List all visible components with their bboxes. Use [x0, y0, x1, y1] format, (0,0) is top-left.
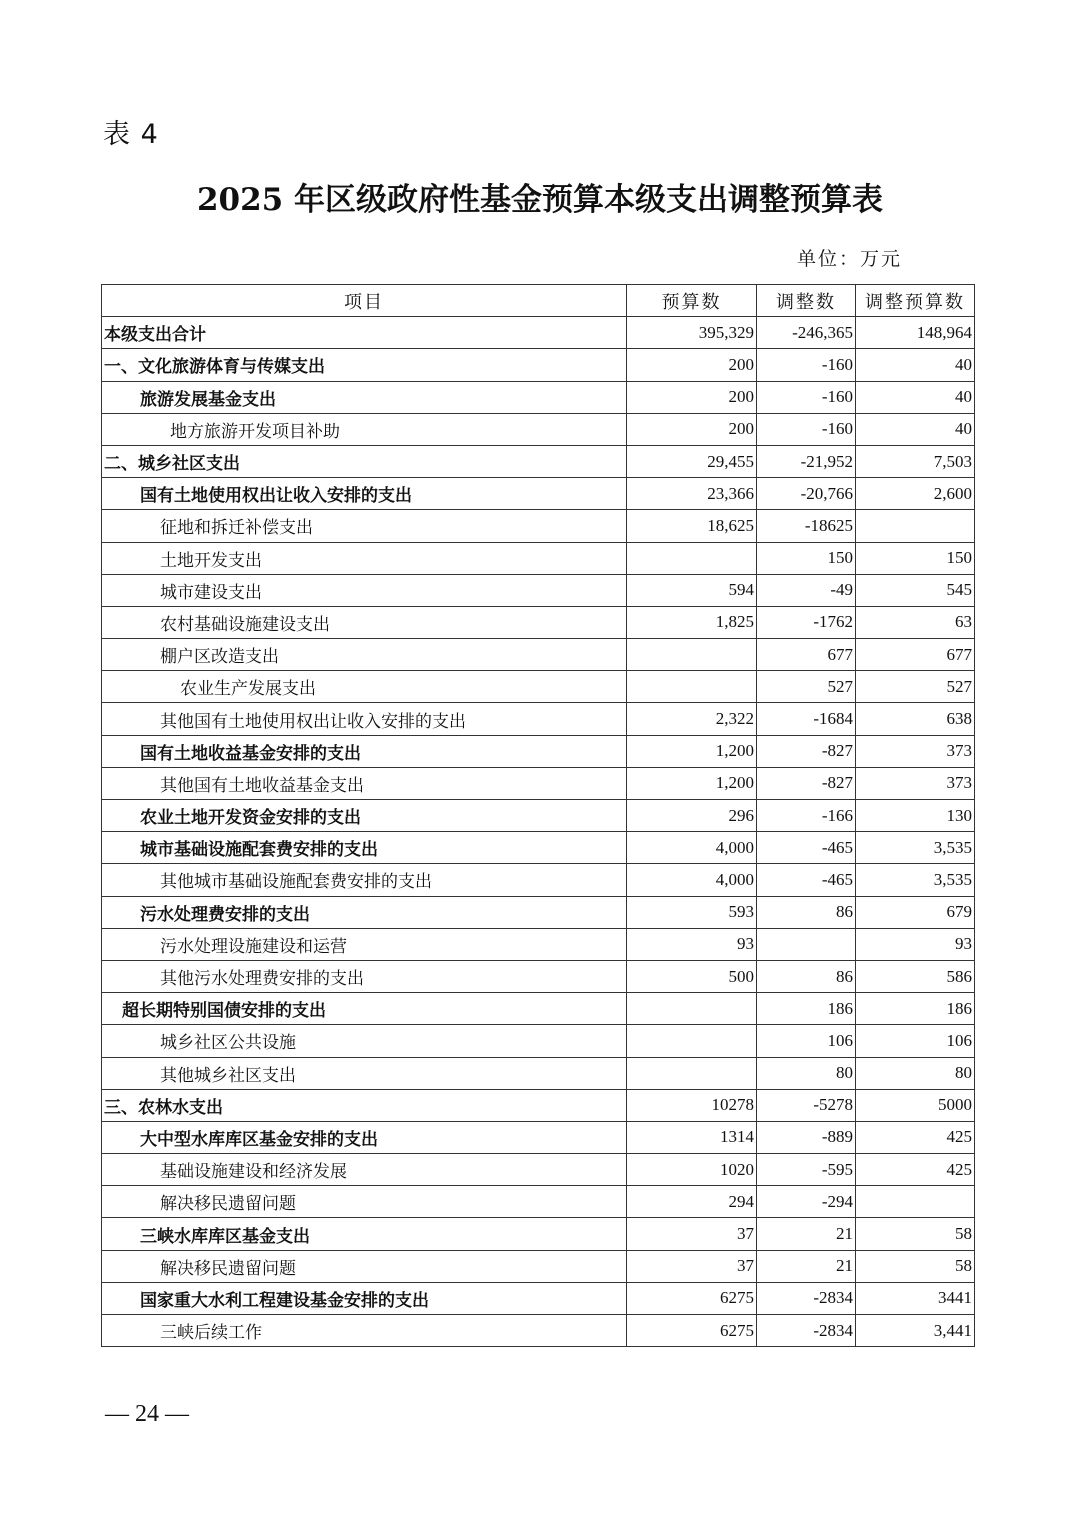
- row-item: 征地和拆迁补偿支出: [102, 510, 627, 542]
- row-item: 棚户区改造支出: [102, 639, 627, 671]
- row-budget: 1,825: [627, 606, 757, 638]
- row-adjustment: -21,952: [757, 445, 856, 477]
- table-row: [102, 800, 975, 832]
- row-budget: 594: [627, 574, 757, 606]
- row-budget: 18,625: [627, 510, 757, 542]
- row-item: 三、农林水支出: [102, 1089, 627, 1121]
- table-row: [102, 1121, 975, 1153]
- row-adjustment: 21: [757, 1218, 856, 1250]
- table-row: [102, 606, 975, 638]
- row-adjusted: 40: [856, 349, 975, 381]
- row-adjustment: 150: [757, 542, 856, 574]
- row-budget: 1020: [627, 1154, 757, 1186]
- row-adjustment: -49: [757, 574, 856, 606]
- header-item: 项目: [102, 285, 627, 317]
- row-item: 二、城乡社区支出: [102, 445, 627, 477]
- row-adjusted: 2,600: [856, 478, 975, 510]
- row-item: 农业土地开发资金安排的支出: [102, 800, 627, 832]
- row-adjusted: 58: [856, 1218, 975, 1250]
- row-item: 解决移民遗留问题: [102, 1250, 627, 1282]
- header-adjusted-budget: 调整预算数: [856, 285, 975, 317]
- row-adjusted: 63: [856, 606, 975, 638]
- row-adjusted: 5000: [856, 1089, 975, 1121]
- row-budget: 395,329: [627, 317, 757, 349]
- table-label: 表 4: [103, 119, 159, 150]
- table-row: [102, 349, 975, 381]
- row-adjustment: [757, 928, 856, 960]
- row-adjusted: 80: [856, 1057, 975, 1089]
- row-budget: 6275: [627, 1315, 757, 1347]
- row-item: 土地开发支出: [102, 542, 627, 574]
- row-adjustment: -827: [757, 735, 856, 767]
- document-title: 2025 年区级政府性基金预算本级支出调整预算表: [196, 182, 884, 218]
- unit-label: 单位：万元: [797, 248, 903, 270]
- row-budget: 37: [627, 1250, 757, 1282]
- table-row: [102, 928, 975, 960]
- row-budget: 200: [627, 349, 757, 381]
- row-adjustment: 80: [757, 1057, 856, 1089]
- row-item: 地方旅游开发项目补助: [102, 413, 627, 445]
- row-adjusted: 425: [856, 1154, 975, 1186]
- row-budget: 1314: [627, 1121, 757, 1153]
- table-row: [102, 1154, 975, 1186]
- table-row: [102, 510, 975, 542]
- row-adjusted: 3,535: [856, 864, 975, 896]
- header-row: [102, 285, 975, 317]
- row-item: 其他城市基础设施配套费安排的支出: [102, 864, 627, 896]
- row-adjustment: -465: [757, 832, 856, 864]
- row-item: 本级支出合计: [102, 317, 627, 349]
- row-adjusted: 148,964: [856, 317, 975, 349]
- row-item: 其他国有土地使用权出让收入安排的支出: [102, 703, 627, 735]
- row-item: 其他城乡社区支出: [102, 1057, 627, 1089]
- row-item: 城市基础设施配套费安排的支出: [102, 832, 627, 864]
- row-budget: 4,000: [627, 864, 757, 896]
- row-budget: 296: [627, 800, 757, 832]
- row-adjustment: -166: [757, 800, 856, 832]
- row-item: 农业生产发展支出: [102, 671, 627, 703]
- table-row: [102, 574, 975, 606]
- table-row: [102, 864, 975, 896]
- row-item: 解决移民遗留问题: [102, 1186, 627, 1218]
- row-budget: 6275: [627, 1282, 757, 1314]
- row-item: 大中型水库库区基金安排的支出: [102, 1121, 627, 1153]
- row-adjustment: -595: [757, 1154, 856, 1186]
- row-adjustment: -1684: [757, 703, 856, 735]
- table-row: [102, 767, 975, 799]
- row-adjusted: 373: [856, 767, 975, 799]
- row-adjustment: -2834: [757, 1315, 856, 1347]
- row-adjusted: 527: [856, 671, 975, 703]
- table-row: [102, 478, 975, 510]
- row-item: 三峡水库库区基金支出: [102, 1218, 627, 1250]
- table-row: [102, 1089, 975, 1121]
- row-budget: [627, 1057, 757, 1089]
- table-row: [102, 639, 975, 671]
- table-row: [102, 1315, 975, 1347]
- row-adjustment: 186: [757, 993, 856, 1025]
- row-adjustment: -20,766: [757, 478, 856, 510]
- row-item: 污水处理设施建设和运营: [102, 928, 627, 960]
- row-budget: 1,200: [627, 767, 757, 799]
- table-row: [102, 832, 975, 864]
- row-budget: [627, 542, 757, 574]
- row-item: 三峡后续工作: [102, 1315, 627, 1347]
- row-budget: [627, 639, 757, 671]
- row-item: 旅游发展基金支出: [102, 381, 627, 413]
- row-adjustment: -160: [757, 413, 856, 445]
- row-budget: 1,200: [627, 735, 757, 767]
- header-budget: 预算数: [627, 285, 757, 317]
- row-adjustment: -160: [757, 349, 856, 381]
- row-budget: 29,455: [627, 445, 757, 477]
- table-row: [102, 1250, 975, 1282]
- row-adjustment: 527: [757, 671, 856, 703]
- table-row: [102, 381, 975, 413]
- row-item: 其他国有土地收益基金支出: [102, 767, 627, 799]
- row-budget: [627, 1025, 757, 1057]
- row-adjustment: 86: [757, 960, 856, 992]
- row-adjusted: 106: [856, 1025, 975, 1057]
- row-adjusted: 3,535: [856, 832, 975, 864]
- header-adjustment: 调整数: [757, 285, 856, 317]
- row-adjusted: 638: [856, 703, 975, 735]
- row-item: 其他污水处理费安排的支出: [102, 960, 627, 992]
- table-row: [102, 1186, 975, 1218]
- row-adjustment: -5278: [757, 1089, 856, 1121]
- row-adjusted: 3,441: [856, 1315, 975, 1347]
- row-adjustment: -246,365: [757, 317, 856, 349]
- row-adjusted: [856, 510, 975, 542]
- row-adjusted: 3441: [856, 1282, 975, 1314]
- row-budget: [627, 993, 757, 1025]
- row-adjusted: 7,503: [856, 445, 975, 477]
- table-row: [102, 896, 975, 928]
- row-item: 国有土地使用权出让收入安排的支出: [102, 478, 627, 510]
- row-item: 国家重大水利工程建设基金安排的支出: [102, 1282, 627, 1314]
- row-budget: 10278: [627, 1089, 757, 1121]
- row-adjusted: 677: [856, 639, 975, 671]
- row-adjusted: 130: [856, 800, 975, 832]
- table-row: [102, 1057, 975, 1089]
- row-budget: 200: [627, 381, 757, 413]
- row-adjusted: 186: [856, 993, 975, 1025]
- row-item: 污水处理费安排的支出: [102, 896, 627, 928]
- table-row: [102, 735, 975, 767]
- row-budget: 23,366: [627, 478, 757, 510]
- row-adjusted: 150: [856, 542, 975, 574]
- row-budget: 500: [627, 960, 757, 992]
- row-adjustment: -1762: [757, 606, 856, 638]
- table-row: [102, 542, 975, 574]
- row-item: 城市建设支出: [102, 574, 627, 606]
- row-budget: 2,322: [627, 703, 757, 735]
- row-adjustment: 86: [757, 896, 856, 928]
- row-adjustment: -160: [757, 381, 856, 413]
- row-adjustment: -18625: [757, 510, 856, 542]
- table-row: [102, 993, 975, 1025]
- table-row: [102, 317, 975, 349]
- row-adjustment: 677: [757, 639, 856, 671]
- table-row: [102, 1218, 975, 1250]
- row-adjusted: 586: [856, 960, 975, 992]
- row-item: 基础设施建设和经济发展: [102, 1154, 627, 1186]
- table-row: [102, 960, 975, 992]
- row-budget: 200: [627, 413, 757, 445]
- table-row: [102, 1025, 975, 1057]
- budget-table: [101, 284, 975, 1347]
- row-adjustment: 106: [757, 1025, 856, 1057]
- row-adjustment: -294: [757, 1186, 856, 1218]
- row-adjustment: -2834: [757, 1282, 856, 1314]
- row-adjustment: 21: [757, 1250, 856, 1282]
- row-budget: 4,000: [627, 832, 757, 864]
- row-budget: 93: [627, 928, 757, 960]
- row-item: 一、文化旅游体育与传媒支出: [102, 349, 627, 381]
- table-row: [102, 413, 975, 445]
- row-adjusted: 425: [856, 1121, 975, 1153]
- row-adjusted: 58: [856, 1250, 975, 1282]
- row-adjusted: 545: [856, 574, 975, 606]
- row-adjusted: 40: [856, 381, 975, 413]
- row-adjusted: 373: [856, 735, 975, 767]
- row-adjusted: 40: [856, 413, 975, 445]
- row-adjustment: -827: [757, 767, 856, 799]
- row-item: 城乡社区公共设施: [102, 1025, 627, 1057]
- row-adjustment: -465: [757, 864, 856, 896]
- row-item: 农村基础设施建设支出: [102, 606, 627, 638]
- row-adjusted: 93: [856, 928, 975, 960]
- table-row: [102, 1282, 975, 1314]
- row-adjusted: [856, 1186, 975, 1218]
- table-row: [102, 445, 975, 477]
- row-budget: 37: [627, 1218, 757, 1250]
- row-adjusted: 679: [856, 896, 975, 928]
- row-budget: [627, 671, 757, 703]
- row-budget: 593: [627, 896, 757, 928]
- table-row: [102, 703, 975, 735]
- row-item: 国有土地收益基金安排的支出: [102, 735, 627, 767]
- row-budget: 294: [627, 1186, 757, 1218]
- row-adjustment: -889: [757, 1121, 856, 1153]
- row-item: 超长期特别国债安排的支出: [102, 993, 627, 1025]
- page-number: — 24 —: [105, 1401, 189, 1427]
- table-row: [102, 671, 975, 703]
